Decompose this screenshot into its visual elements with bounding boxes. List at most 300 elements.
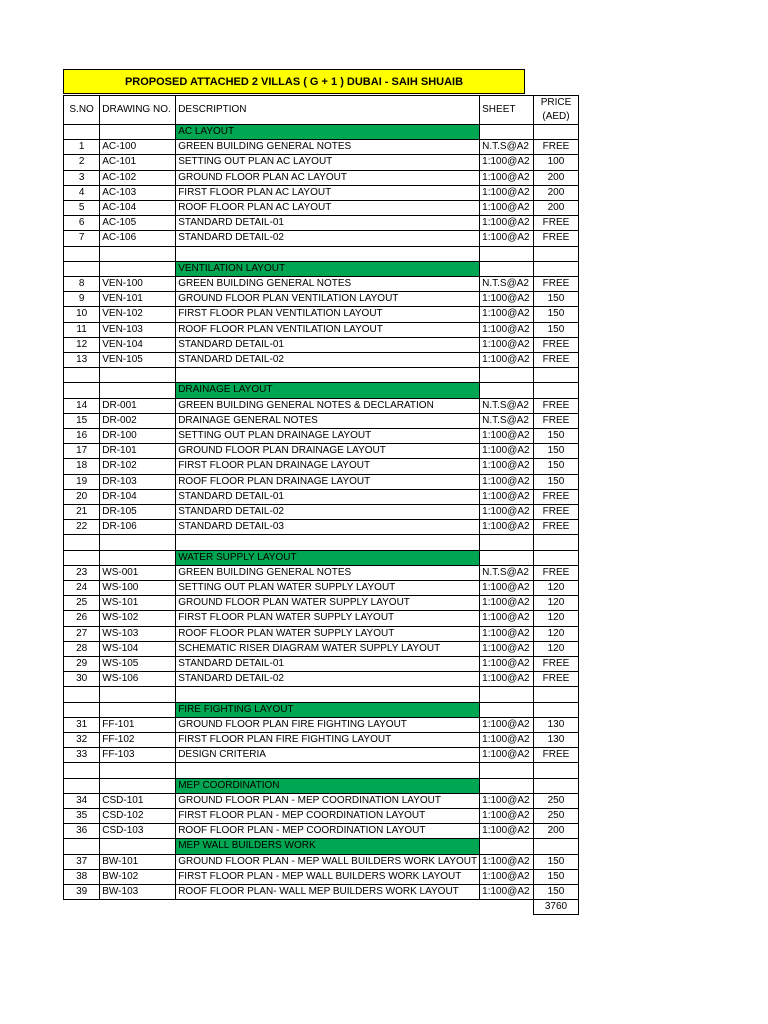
table-row <box>64 793 579 808</box>
section-header-row <box>64 383 579 398</box>
empty-cell <box>64 702 100 717</box>
empty-cell <box>64 125 100 140</box>
empty-cell <box>480 383 534 398</box>
sheet-cell: 1:100@A2 <box>480 611 534 626</box>
table-row <box>64 413 579 428</box>
sheet-cell: 1:100@A2 <box>480 489 534 504</box>
empty-cell <box>100 261 176 276</box>
section-header-row <box>64 778 579 793</box>
description-cell: ROOF FLOOR PLAN - MEP COORDINATION LAYOUT <box>176 824 480 839</box>
sheet-cell: 1:100@A2 <box>480 809 534 824</box>
description-cell: DESIGN CRITERIA <box>176 748 480 763</box>
description-cell: STANDARD DETAIL-02 <box>176 672 480 687</box>
spacer-row <box>64 535 579 550</box>
table-row <box>64 277 579 292</box>
sheet-cell: 1:100@A2 <box>480 185 534 200</box>
drawing-no-cell: BW-103 <box>100 885 176 900</box>
spacer-row <box>64 368 579 383</box>
price-cell: 130 <box>533 717 578 732</box>
price-cell: FREE <box>533 505 578 520</box>
drawing-no-cell: AC-103 <box>100 185 176 200</box>
description-cell: GROUND FLOOR PLAN VENTILATION LAYOUT <box>176 292 480 307</box>
header-price <box>533 96 578 125</box>
table-row <box>64 429 579 444</box>
empty-cell <box>480 368 534 383</box>
table-row <box>64 885 579 900</box>
spacer-row <box>64 687 579 702</box>
spacer-row <box>64 763 579 778</box>
section-title: DRAINAGE LAYOUT <box>176 383 480 398</box>
blank-cell <box>100 900 176 915</box>
table-row <box>64 185 579 200</box>
section-title: WATER SUPPLY LAYOUT <box>176 550 480 565</box>
description-cell: FIRST FLOOR PLAN FIRE FIGHTING LAYOUT <box>176 733 480 748</box>
empty-cell <box>64 763 100 778</box>
empty-cell <box>176 687 480 702</box>
description-cell: GREEN BUILDING GENERAL NOTES <box>176 140 480 155</box>
sno-cell: 19 <box>64 474 100 489</box>
table-row <box>64 505 579 520</box>
description-cell: STANDARD DETAIL-03 <box>176 520 480 535</box>
sheet-cell: 1:100@A2 <box>480 657 534 672</box>
price-cell: 200 <box>533 824 578 839</box>
empty-cell <box>64 550 100 565</box>
empty-cell <box>533 839 578 854</box>
table-row <box>64 201 579 216</box>
sheet-cell: 1:100@A2 <box>480 322 534 337</box>
sno-cell: 23 <box>64 565 100 580</box>
blank-cell <box>480 900 534 915</box>
sheet-cell: 1:100@A2 <box>480 793 534 808</box>
sno-cell: 31 <box>64 717 100 732</box>
drawing-no-cell: FF-102 <box>100 733 176 748</box>
sheet-cell: 1:100@A2 <box>480 505 534 520</box>
sno-cell: 8 <box>64 277 100 292</box>
description-cell: FIRST FLOOR PLAN WATER SUPPLY LAYOUT <box>176 611 480 626</box>
price-cell: 200 <box>533 185 578 200</box>
header-price-line2: (AED) <box>542 111 570 122</box>
drawing-no-cell: VEN-103 <box>100 322 176 337</box>
sno-cell: 24 <box>64 581 100 596</box>
sno-cell: 5 <box>64 201 100 216</box>
sno-cell: 38 <box>64 869 100 884</box>
empty-cell <box>533 778 578 793</box>
price-cell: FREE <box>533 413 578 428</box>
drawing-no-cell: AC-100 <box>100 140 176 155</box>
sheet-cell: 1:100@A2 <box>480 474 534 489</box>
drawing-no-cell: WS-101 <box>100 596 176 611</box>
price-cell: 200 <box>533 170 578 185</box>
empty-cell <box>480 839 534 854</box>
sno-cell: 25 <box>64 596 100 611</box>
table-row <box>64 444 579 459</box>
table-row <box>64 398 579 413</box>
description-cell: FIRST FLOOR PLAN DRAINAGE LAYOUT <box>176 459 480 474</box>
sno-cell: 33 <box>64 748 100 763</box>
description-cell: GREEN BUILDING GENERAL NOTES <box>176 565 480 580</box>
table-row <box>64 565 579 580</box>
description-cell: ROOF FLOOR PLAN AC LAYOUT <box>176 201 480 216</box>
table-row <box>64 748 579 763</box>
description-cell: SETTING OUT PLAN AC LAYOUT <box>176 155 480 170</box>
drawing-no-cell: DR-105 <box>100 505 176 520</box>
price-cell: 150 <box>533 444 578 459</box>
drawing-no-cell: BW-102 <box>100 869 176 884</box>
drawing-no-cell: WS-103 <box>100 626 176 641</box>
drawing-no-cell: WS-001 <box>100 565 176 580</box>
table-row <box>64 459 579 474</box>
sno-cell: 35 <box>64 809 100 824</box>
drawing-no-cell: VEN-101 <box>100 292 176 307</box>
description-cell: DRAINAGE GENERAL NOTES <box>176 413 480 428</box>
table-row <box>64 717 579 732</box>
sheet-cell: 1:100@A2 <box>480 201 534 216</box>
empty-cell <box>176 763 480 778</box>
sno-cell: 11 <box>64 322 100 337</box>
sno-cell: 2 <box>64 155 100 170</box>
drawing-no-cell: DR-102 <box>100 459 176 474</box>
sheet-cell: 1:100@A2 <box>480 231 534 246</box>
drawing-schedule-table <box>63 95 579 915</box>
sno-cell: 37 <box>64 854 100 869</box>
description-cell: GROUND FLOOR PLAN DRAINAGE LAYOUT <box>176 444 480 459</box>
empty-cell <box>533 535 578 550</box>
sheet-cell: N.T.S@A2 <box>480 140 534 155</box>
total-row <box>64 900 579 915</box>
empty-cell <box>100 763 176 778</box>
description-cell: SETTING OUT PLAN DRAINAGE LAYOUT <box>176 429 480 444</box>
section-header-row <box>64 125 579 140</box>
table-row <box>64 155 579 170</box>
sno-cell: 22 <box>64 520 100 535</box>
price-cell: 150 <box>533 474 578 489</box>
drawing-no-cell: DR-101 <box>100 444 176 459</box>
price-cell: FREE <box>533 748 578 763</box>
drawing-no-cell: FF-103 <box>100 748 176 763</box>
table-row <box>64 809 579 824</box>
sheet-cell: 1:100@A2 <box>480 596 534 611</box>
section-header-row <box>64 550 579 565</box>
sno-cell: 7 <box>64 231 100 246</box>
drawing-no-cell: DR-100 <box>100 429 176 444</box>
empty-cell <box>533 261 578 276</box>
description-cell: GREEN BUILDING GENERAL NOTES <box>176 277 480 292</box>
description-cell: ROOF FLOOR PLAN VENTILATION LAYOUT <box>176 322 480 337</box>
empty-cell <box>100 368 176 383</box>
table-row <box>64 170 579 185</box>
drawing-no-cell: CSD-103 <box>100 824 176 839</box>
sno-cell: 36 <box>64 824 100 839</box>
price-cell: FREE <box>533 353 578 368</box>
description-cell: FIRST FLOOR PLAN - MEP COORDINATION LAYOUT <box>176 809 480 824</box>
sno-cell: 17 <box>64 444 100 459</box>
description-cell: STANDARD DETAIL-01 <box>176 216 480 231</box>
empty-cell <box>533 763 578 778</box>
section-title: FIRE FIGHTING LAYOUT <box>176 702 480 717</box>
drawing-no-cell: CSD-101 <box>100 793 176 808</box>
drawing-no-cell: VEN-102 <box>100 307 176 322</box>
table-row <box>64 216 579 231</box>
empty-cell <box>100 687 176 702</box>
empty-cell <box>100 535 176 550</box>
table-row <box>64 672 579 687</box>
table-row <box>64 337 579 352</box>
price-cell: FREE <box>533 672 578 687</box>
empty-cell <box>533 246 578 261</box>
sno-cell: 34 <box>64 793 100 808</box>
sno-cell: 13 <box>64 353 100 368</box>
description-cell: SCHEMATIC RISER DIAGRAM WATER SUPPLY LAYOUT <box>176 641 480 656</box>
price-cell: 150 <box>533 292 578 307</box>
sheet-cell: 1:100@A2 <box>480 444 534 459</box>
description-cell: STANDARD DETAIL-02 <box>176 505 480 520</box>
sno-cell: 27 <box>64 626 100 641</box>
drawing-no-cell: BW-101 <box>100 854 176 869</box>
empty-cell <box>533 383 578 398</box>
price-cell: FREE <box>533 520 578 535</box>
table-row <box>64 307 579 322</box>
drawing-no-cell: DR-106 <box>100 520 176 535</box>
sno-cell: 16 <box>64 429 100 444</box>
description-cell: GREEN BUILDING GENERAL NOTES & DECLARATION <box>176 398 480 413</box>
empty-cell <box>533 550 578 565</box>
sheet-cell: 1:100@A2 <box>480 885 534 900</box>
spacer-row <box>64 246 579 261</box>
empty-cell <box>176 246 480 261</box>
description-cell: STANDARD DETAIL-02 <box>176 231 480 246</box>
drawing-no-cell: VEN-104 <box>100 337 176 352</box>
price-cell: 130 <box>533 733 578 748</box>
empty-cell <box>176 368 480 383</box>
section-header-row <box>64 261 579 276</box>
price-cell: 150 <box>533 854 578 869</box>
price-cell: 150 <box>533 307 578 322</box>
sheet-cell: N.T.S@A2 <box>480 277 534 292</box>
sheet-cell: 1:100@A2 <box>480 748 534 763</box>
sheet-cell: 1:100@A2 <box>480 520 534 535</box>
price-cell: 250 <box>533 793 578 808</box>
price-cell: 150 <box>533 322 578 337</box>
empty-cell <box>480 261 534 276</box>
sno-cell: 39 <box>64 885 100 900</box>
drawing-no-cell: AC-104 <box>100 201 176 216</box>
description-cell: GROUND FLOOR PLAN FIRE FIGHTING LAYOUT <box>176 717 480 732</box>
sheet-cell: 1:100@A2 <box>480 854 534 869</box>
price-cell: FREE <box>533 398 578 413</box>
empty-cell <box>533 125 578 140</box>
section-header-row <box>64 702 579 717</box>
sno-cell: 29 <box>64 657 100 672</box>
drawing-no-cell: VEN-105 <box>100 353 176 368</box>
price-cell: 250 <box>533 809 578 824</box>
sheet-cell: N.T.S@A2 <box>480 565 534 580</box>
header-drawing-no: DRAWING NO. <box>100 96 176 125</box>
sno-cell: 26 <box>64 611 100 626</box>
sheet-cell: 1:100@A2 <box>480 292 534 307</box>
total-price: 3760 <box>533 900 578 915</box>
sheet-cell: 1:100@A2 <box>480 641 534 656</box>
table-row <box>64 854 579 869</box>
drawing-no-cell: VEN-100 <box>100 277 176 292</box>
empty-cell <box>100 702 176 717</box>
empty-cell <box>480 125 534 140</box>
price-cell: FREE <box>533 140 578 155</box>
sheet-cell: N.T.S@A2 <box>480 413 534 428</box>
sno-cell: 14 <box>64 398 100 413</box>
price-cell: FREE <box>533 337 578 352</box>
description-cell: GROUND FLOOR PLAN - MEP WALL BUILDERS WORK LAYOUT <box>176 854 480 869</box>
empty-cell <box>64 687 100 702</box>
description-cell: STANDARD DETAIL-01 <box>176 657 480 672</box>
header-sno: S.NO <box>64 96 100 125</box>
empty-cell <box>64 535 100 550</box>
price-cell: 150 <box>533 429 578 444</box>
sheet-cell: 1:100@A2 <box>480 626 534 641</box>
empty-cell <box>533 687 578 702</box>
blank-cell <box>64 900 100 915</box>
empty-cell <box>480 535 534 550</box>
description-cell: SETTING OUT PLAN WATER SUPPLY LAYOUT <box>176 581 480 596</box>
description-cell: STANDARD DETAIL-01 <box>176 489 480 504</box>
sheet-cell: 1:100@A2 <box>480 717 534 732</box>
sno-cell: 6 <box>64 216 100 231</box>
sno-cell: 18 <box>64 459 100 474</box>
section-title: MEP WALL BUILDERS WORK <box>176 839 480 854</box>
description-cell: ROOF FLOOR PLAN WATER SUPPLY LAYOUT <box>176 626 480 641</box>
description-cell: GROUND FLOOR PLAN AC LAYOUT <box>176 170 480 185</box>
description-cell: GROUND FLOOR PLAN WATER SUPPLY LAYOUT <box>176 596 480 611</box>
drawing-no-cell: AC-102 <box>100 170 176 185</box>
empty-cell <box>100 778 176 793</box>
table-row <box>64 474 579 489</box>
sheet-cell: 1:100@A2 <box>480 869 534 884</box>
table-row <box>64 322 579 337</box>
drawing-no-cell: WS-104 <box>100 641 176 656</box>
empty-cell <box>64 839 100 854</box>
section-title: AC LAYOUT <box>176 125 480 140</box>
empty-cell <box>64 368 100 383</box>
description-cell: STANDARD DETAIL-01 <box>176 337 480 352</box>
sno-cell: 20 <box>64 489 100 504</box>
sheet-cell: 1:100@A2 <box>480 459 534 474</box>
empty-cell <box>64 246 100 261</box>
price-cell: FREE <box>533 565 578 580</box>
sno-cell: 28 <box>64 641 100 656</box>
table-row <box>64 520 579 535</box>
drawing-no-cell: AC-106 <box>100 231 176 246</box>
empty-cell <box>100 125 176 140</box>
empty-cell <box>480 550 534 565</box>
sno-cell: 10 <box>64 307 100 322</box>
sno-cell: 12 <box>64 337 100 352</box>
price-cell: FREE <box>533 231 578 246</box>
empty-cell <box>64 778 100 793</box>
empty-cell <box>533 368 578 383</box>
table-row <box>64 869 579 884</box>
price-cell: FREE <box>533 657 578 672</box>
header-sheet: SHEET <box>480 96 534 125</box>
description-cell: FIRST FLOOR PLAN - MEP WALL BUILDERS WORK LAYOUT <box>176 869 480 884</box>
empty-cell <box>100 383 176 398</box>
table-row <box>64 596 579 611</box>
price-cell: 120 <box>533 626 578 641</box>
table-row <box>64 489 579 504</box>
sno-cell: 15 <box>64 413 100 428</box>
empty-cell <box>480 763 534 778</box>
price-cell: FREE <box>533 277 578 292</box>
drawing-no-cell: WS-106 <box>100 672 176 687</box>
sheet-cell: 1:100@A2 <box>480 581 534 596</box>
drawing-no-cell: DR-104 <box>100 489 176 504</box>
table-row <box>64 581 579 596</box>
drawing-no-cell: DR-002 <box>100 413 176 428</box>
sheet-cell: 1:100@A2 <box>480 170 534 185</box>
description-cell: STANDARD DETAIL-02 <box>176 353 480 368</box>
empty-cell <box>480 702 534 717</box>
drawing-no-cell: DR-001 <box>100 398 176 413</box>
description-cell: FIRST FLOOR PLAN VENTILATION LAYOUT <box>176 307 480 322</box>
table-row <box>64 657 579 672</box>
price-cell: 150 <box>533 459 578 474</box>
blank-cell <box>176 900 480 915</box>
price-cell: 150 <box>533 885 578 900</box>
drawing-no-cell: WS-100 <box>100 581 176 596</box>
price-cell: 100 <box>533 155 578 170</box>
table-row <box>64 733 579 748</box>
section-title: MEP COORDINATION <box>176 778 480 793</box>
section-header-row <box>64 839 579 854</box>
table-header-row <box>64 96 579 125</box>
header-price-line1: PRICE <box>540 97 572 108</box>
description-cell: FIRST FLOOR PLAN AC LAYOUT <box>176 185 480 200</box>
sheet-cell: 1:100@A2 <box>480 824 534 839</box>
empty-cell <box>176 535 480 550</box>
empty-cell <box>64 261 100 276</box>
sheet-cell: 1:100@A2 <box>480 672 534 687</box>
table-row <box>64 353 579 368</box>
drawing-no-cell: WS-105 <box>100 657 176 672</box>
section-title: VENTILATION LAYOUT <box>176 261 480 276</box>
sno-cell: 1 <box>64 140 100 155</box>
description-cell: GROUND FLOOR PLAN - MEP COORDINATION LAYOUT <box>176 793 480 808</box>
header-description: DESCRIPTION <box>176 96 480 125</box>
price-cell: 200 <box>533 201 578 216</box>
empty-cell <box>480 246 534 261</box>
sno-cell: 32 <box>64 733 100 748</box>
sheet-cell: 1:100@A2 <box>480 733 534 748</box>
drawing-no-cell: CSD-102 <box>100 809 176 824</box>
sno-cell: 30 <box>64 672 100 687</box>
sheet-cell: 1:100@A2 <box>480 307 534 322</box>
drawing-no-cell: WS-102 <box>100 611 176 626</box>
sheet-cell: 1:100@A2 <box>480 337 534 352</box>
sno-cell: 4 <box>64 185 100 200</box>
table-row <box>64 641 579 656</box>
table-row <box>64 824 579 839</box>
sno-cell: 21 <box>64 505 100 520</box>
sheet-title: PROPOSED ATTACHED 2 VILLAS ( G + 1 ) DUBAI - SAIH SHUAIB <box>63 69 525 94</box>
sheet-cell: 1:100@A2 <box>480 429 534 444</box>
table-row <box>64 292 579 307</box>
sheet-cell: 1:100@A2 <box>480 353 534 368</box>
table-row <box>64 231 579 246</box>
empty-cell <box>533 702 578 717</box>
drawing-no-cell: FF-101 <box>100 717 176 732</box>
empty-cell <box>480 687 534 702</box>
sheet-cell: 1:100@A2 <box>480 216 534 231</box>
sheet-cell: 1:100@A2 <box>480 155 534 170</box>
sheet-cell: N.T.S@A2 <box>480 398 534 413</box>
